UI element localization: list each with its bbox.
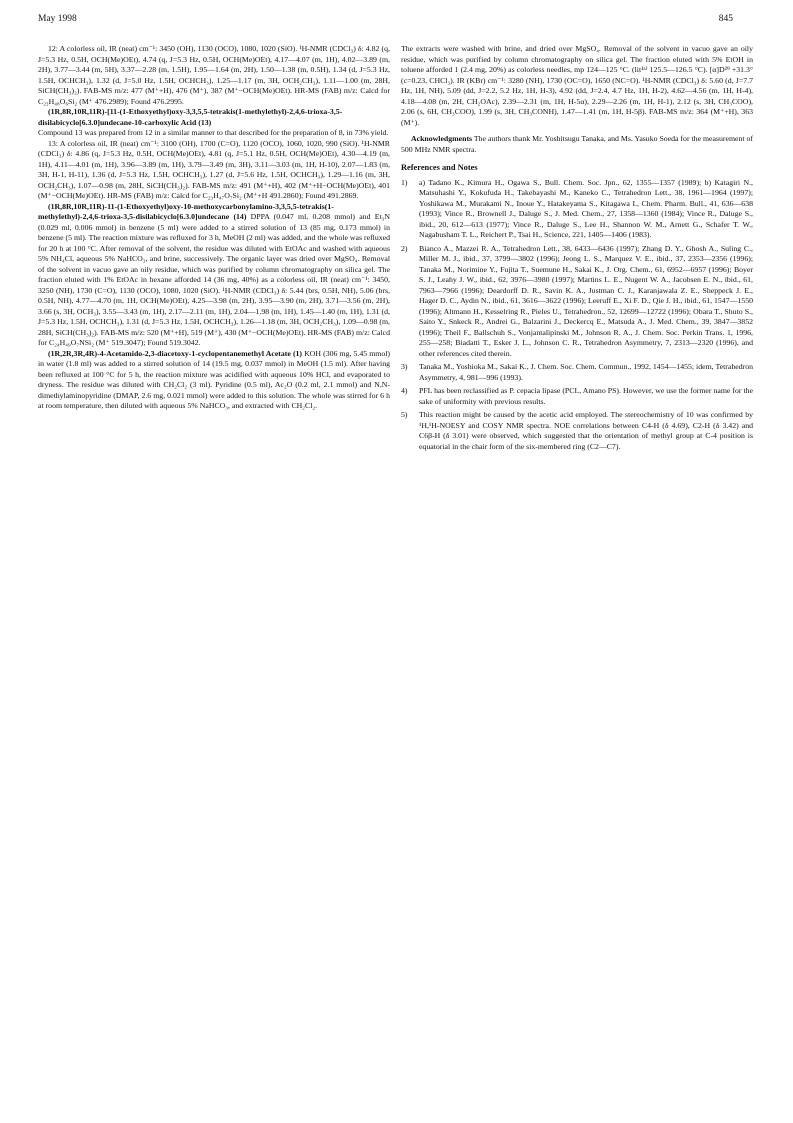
paragraph-compound-13-prep: Compound 13 was prepared from 12 in a similar manner to that described for the preparation of 8, in 73% yield. (38, 128, 389, 137)
paragraph-compound-1 (38, 349, 390, 412)
reference-number: 5) (401, 410, 408, 419)
left-column (38, 44, 390, 412)
reference-item (401, 386, 753, 407)
reference-text: Tanaka M., Yoshioka M., Sakai K., J. Chem. Soc. Chem. Commun., 1992, 1454—1455; idem, Tetrahedron Asymmetry, 4, 981—996 (1993). (419, 362, 753, 382)
heading-compound-1: (1R,2R,3R,4R)-4-Acetamido-2,3-diacetoxy-1-cyclopentanemethyl Acetate (1) (48, 348, 303, 358)
acknowledgments-label: Acknowledgments (411, 134, 473, 143)
reference-text: PFL has been reclassified as P. cepacia lipase (PCL, Amano PS). However, we use the former name for the sake of uniformity with previous results. (419, 386, 753, 406)
references-list (401, 178, 753, 453)
heading-compound-14: (1R,8R,10R,11R)-11-(1-Ethoxyethyl)oxy-10-methoxycarbonylamino-3,3,5,5-tetrakis(1-methylethyl)-2,4,6-trioxa-3,5-disilabicyclo[6.3.0]undecane (14) (38, 201, 334, 221)
right-column (401, 44, 753, 455)
reference-item (401, 362, 753, 383)
paragraph-compound-12: 12: A colorless oil, IR (neat) cm⁻¹: 3450 (OH), 1130 (OCO), 1080, 1020 (SiO). ¹H-NMR (CDCl₃) δ: 4.82 (q, J=5.3 Hz, 0.5H, OCH(Me)OEt), 4.74 (q, J=5.3 Hz, 0.5H, OCH(Me)OEt), 4.17—4.07 (m, 1H), 4.02—3.89 (m, 2H), 3.77—3.44 (m, 5H), 3.37—2.28 (m, 1.5H), 1.95—1.64 (m, 2H), 1.50—1.38 (m, 0.5H), 1.34 (d, J=5.3 Hz, 1.5H, OCHCH₃), 1.32 (d, J=5.0 Hz, 1.5H, OCHCH₃), 1.25—1.17 (m, 3H, OCH₂CH₃), 1.11—1.00 (m, 28H, SiCH(CH₃)₂). FAB-MS m/z: 477 (M⁺+H), 476 (M⁺), 387 (M⁺−OCH(Me)OEt). HR-MS (FAB) m/z: Calcd for C₂₃H₄₈O₆Si₂ (M⁺ 476.2989); Found 476.2995. (38, 44, 390, 106)
reference-text: a) Tadano K., Kimura H., Ogawa S., Bull. Chem. Soc. Jpn., 62, 1355—1357 (1989); b) Katagiri N., Matsuhashi Y., Kokufuda H., Takebayashi M., Kaneko C., Tetrahedron Lett., 38, 1961—1964 (1997); Yoshikawa M., Murakami N., Inoue Y., Hatakeyama S., Kitagawa I., Chem. Pharm. Bull., 41, 636—638 (1993); Vince R., Brownell J., Daluge S., J. Med. Chem., 27, 1358—1360 (1984); Vince R., Daluge S., ibid., 20, 612—613 (1977); Vince R., Daluge S., Lee H., Shannon W. M., Arnett G., Schafer T. W., Nagabusham T. L., Reichert P., Tsai H., Science, 221, 1405—1406 (1983). (419, 177, 753, 239)
reference-text: Bianco A., Mazzei R. A., Tetrahedron Lett., 38, 6433—6436 (1997); Zhang D. Y., Ghosh A., Suling C., Miller M. J., ibid., 37, 3799—3802 (1996); Jeong L. S., Marquez V. E., ibid., 37, 2353—2356 (1996); Tanaka M., Norimine Y., Fujita T., Suemune H., Sakai K., J. Org. Chem., 61, 6952—6957 (1996); Boyer S. J., Leahy J. W., ibid., 62, 3976—3980 (1997); Martins L. E., Nugent W. A., Jacobsen E. N., ibid., 61, 7963—7966 (1996); Deardorff D. R., Savin K. A., Justman C. J., Karanjawala Z. E., Sheppeck J. E., Hager D. C., Aydin N., ibid., 61, 3616—3622 (1996); Leeruff E., Xi F. D., Qie J. H., ibid., 61, 1547—1550 (1996); Altmann H., Kesselring R., Pieles U., Tetrahedron., 52, 12699—12722 (1996); Obara T., Shuto S., Saito Y., Snkeck R., Andrei G., Balzarini J., Deckercq E., Matsuda A., J. Med. Chem., 39, 3847—3852 (1996); Theil F., Ballschuh S., Vonjantalipinski M., Johnson R. A., J. Chem. Soc. Perkin Trans. 1, 1996, 255—258; Biadatti T., Esker J. L., Johnson C. R., Tetrahedron Asymmetry, 7, 2313—2320 (1996), and other references cited therein. (419, 243, 753, 358)
reference-number: 4) (401, 386, 408, 395)
paragraph-compound-1-text: KOH (306 mg, 5.45 mmol) in water (1.8 ml) was added to a stirred solution of 14 (19.5 mg, 0.037 mmol) in MeOH (1.5 ml). After having been refluxed at 100 °C for 5 h, the reaction mixture was acidified with aqueous 10% HCl, and evaporated to dryness. The residue was diluted with CH₂Cl₂ (3 ml). Pyridine (0.5 ml), Ac₂O (0.2 ml, 2.1 mmol) and N,N-dimethylaminopyridine (DMAP, 2.6 mg, 0.021 mmol) were added to this solution. The whole was stirred for 6 h at room temperature, then diluted with aqueous 5% NaHCO₃, and extracted with CH₂Cl₂. (38, 348, 391, 410)
running-header-date: May 1998 (38, 14, 77, 24)
reference-item (401, 410, 753, 452)
paragraph-compound-14 (38, 202, 390, 349)
acknowledgments (401, 134, 753, 155)
reference-number: 1) (401, 177, 408, 187)
reference-number: 3) (401, 362, 408, 371)
references-title: References and Notes (401, 163, 478, 172)
reference-number: 2) (401, 243, 408, 253)
acknowledgments-text: The authors thank Mr. Yoshitsugu Tanaka, and Ms. Yasuko Soeda for the measurement of 500 MHz NMR spectra. (401, 134, 753, 154)
reference-item (401, 244, 753, 360)
paragraph-compound-14-text: DPPA (0.047 ml, 0.208 mmol) and Et₃N (0.029 ml, 0.006 mmol) in benzene (5 ml) were added to a stirred solution of 13 (85 mg, 0.173 mmol) in benzene (5 ml). The reaction mixture was refluxed for 3 h, MeOH (2 ml) was added, and the whole was refluxed for 20 h at 100 °C. After removal of the solvent, the residue was diluted with EtOAc and washed with aqueous 5% NH₄Cl, aqueous 5% NaHCO₃, and brine, successively. The organic layer was dried over MgSO₄. Removal of the solvent in vacuo gave an oily residue, which was purified by column chromatography on silica gel. The fraction eluted with 1% EtOAc in hexane afforded 14 (36 mg, 40%) as a colorless oil, IR (neat) cm⁻¹: 3450, 3250 (NH), 1730 (C=O), 1130 (OCO), 1080, 1020 (SiO). ¹H-NMR (CDCl₃) δ: 5.44 (brs, 0.5H, NH), 5.06 (brs, 0.5H, NH), 4.77—4.70 (m, 1H, OCH(Me)OEt), 4.25—3.98 (m, 2H), 3.95—3.90 (m, 2H), 3.71—3.56 (m, 2H), 3.66 (s, 3H, OCH₃), 3.55—3.43 (m, 1H), 2.17—2.11 (m, 1H), 2.04—1.98 (m, 1H), 1.45—1.40 (m, 1H), 1.31 (d, J=5.3 Hz, 1.5H, OCHCH₃), 1.31 (d, J=5.3 Hz, 1.5H, OCHCH₃), 1.26—1.18 (m, 3H, OCH₂CH₃), 1.09—0.98 (m, 28H, SiCH(CH₃)₂). FAB-MS m/z: 520 (M⁺+H), 519 (M⁺), 430 (M⁺−OCH(Me)OEt). HR-MS (FAB) m/z: Calcd for C₂₄H₄₉O₇NSi₂ (M⁺ 519.3047); Found 519.3042. (38, 212, 390, 347)
reference-text: This reaction might be caused by the acetic acid employed. The stereochemistry of 10 was confirmed by ¹H,¹H-NOESY and COSY NMR spectra. NOE correlations between C4-H (δ 4.69), C2-H (δ 3.42) and C6β-H (δ 3.01) were observed, which suggested that the orientation of methyl group at C-4 position is equatorial in the chair form of the six-membered ring (C2—C7). (419, 410, 753, 451)
paragraph-compound-13-data: 13: A colorless oil, IR (neat) cm⁻¹: 3100 (OH), 1700 (C=O), 1120 (OCO), 1060, 1020, 990 (SiO). ¹H-NMR (CDCl₃) δ: 4.86 (q, J=5.3 Hz, 0.5H, OCH(Me)OEt), 4.81 (q, J=5.1 Hz, 0.5H, OCH(Me)OEt), 4.30—4.19 (m, 1H), 4.11—4.01 (m, 1H), 3.96—3.89 (m, 1H), 3.79—3.49 (m, 3H), 3.11—3.03 (m, 1H, H-10), 2.07—1.83 (m, 3H, H-1, H-11), 1.36 (d, J=5.3 Hz, 1.5H, OCHCH₃), 1.27 (d, J=5.6 Hz, 1.5H, OCHCH₃), 1.29—1.16 (m, 3H, OCH₂CH₃), 1.07—0.98 (m, 28H, SiCH(CH₃)₂). FAB-MS m/z: 491 (M⁺+H), 402 (M⁺+H−OCH(Me)OEt), 401 (M⁺−OCH(Me)OEt). HR-MS (FAB) m/z: Calcd for C₂₃H₄₇O₇Si₂ (M⁺+H 491.2860); Found 491.2869. (38, 138, 390, 200)
reference-item (401, 178, 753, 241)
paragraph-compound-1-continued: The extracts were washed with brine, and dried over MgSO₄. Removal of the solvent in vacuo gave an oily residue, which was purified by column chromatography on silica gel. The fraction eluted with 5% EtOH in toluene afforded 1 (2.4 mg, 20%) as colorless needles, mp 124—125 °C. (lit¹ᵃ⁾ 125.5—126.5 °C). [α]D²⁹ +31.3° (c=0.23, CHCl₃). IR (KBr) cm⁻¹: 3280 (NH), 1730 (OC=O), 1650 (NC=O). ¹H-NMR (CDCl₃) δ: 5.60 (d, J=7.7 Hz, 1H, NH), 5.09 (dd, J=2.2, 5.2 Hz, 1H, H-3), 4.92 (dd, J=2.4, 4.7 Hz, 1H, H-2), 4.62—4.56 (m, 1H, H-4), 4.18—4.08 (m, 2H, CH₂OAc), 2.39—2.31 (m, 1H, H-5α), 2.29—2.26 (m, 1H, H-1), 2.12 (s, 3H, CH₃COO), 2.06 (s, 6H, CH₃COO), 1.99 (s, 3H, CH₃CONH), 1.47—1.41 (m, 1H, H-5β). FAB-MS m/z: 364 (M⁺+H), 363 (M⁺). (401, 44, 753, 127)
page-number: 845 (718, 14, 733, 24)
heading-compound-13: (1R,8R,10R,11R)-[11-(1-Ethoxyethyl)oxy-3,3,5,5-tetrakis(1-methylethyl)-2,4,6-trioxa-3,5-disilabicyclo[6.3.0]undecane-10-carboxylic Acid (13) (38, 107, 343, 127)
